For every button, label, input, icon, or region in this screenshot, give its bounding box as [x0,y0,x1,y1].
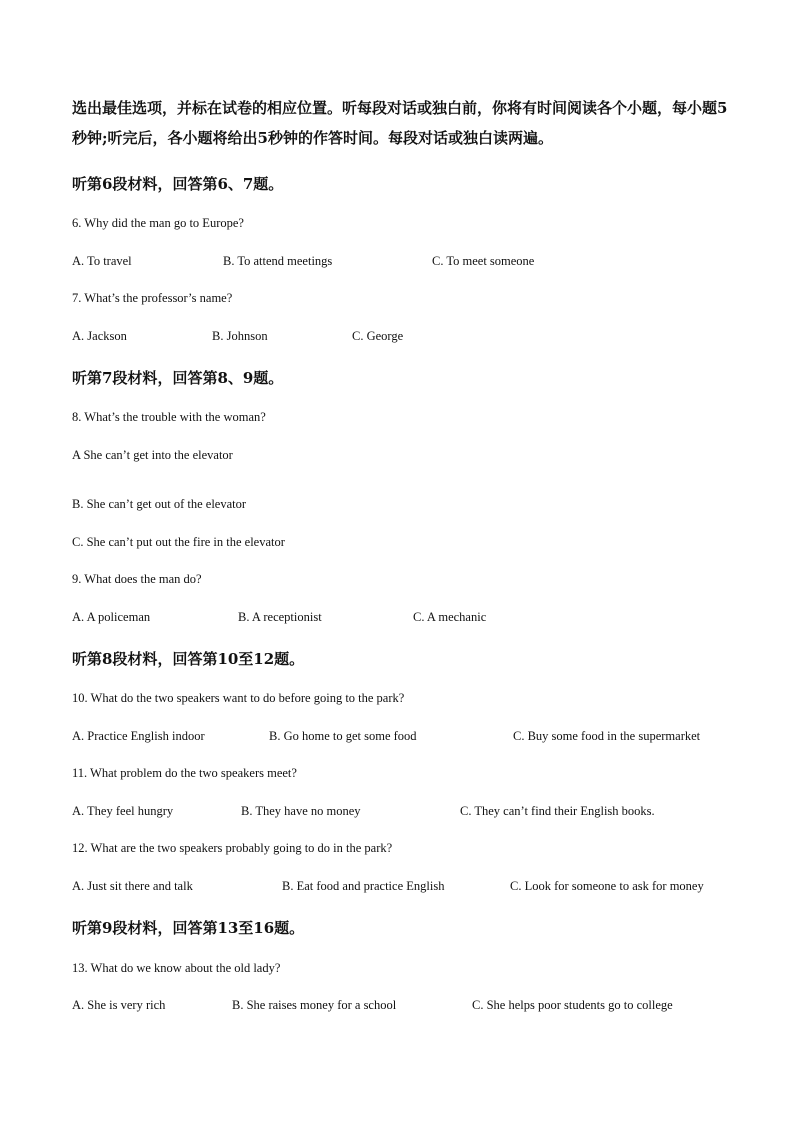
option-c: C. They can’t find their English books. [460,804,655,818]
option-b: B. A receptionist [238,610,322,624]
option-a: A. A policeman [72,610,151,624]
option-b: B. Go home to get some food [269,729,417,743]
option-a: A. Jackson [72,329,127,343]
option-b: B. To attend meetings [223,254,333,268]
option-a: A. She is very rich [72,998,166,1012]
question-text: 8. What’s the trouble with the woman? [72,410,266,424]
question-text: 7. What’s the professor’s name? [72,291,233,305]
option-a: A. To travel [72,254,132,268]
question-text: 11. What problem do the two speakers meet? [72,766,297,780]
option-b: B. Eat food and practice English [282,879,445,893]
option-a: A She can’t get into the elevator [72,448,233,462]
section-heading: 听第7段材料，回答第8、9题。 [72,369,284,387]
section-heading: 听第6段材料，回答第6、7题。 [72,175,284,193]
option-c: C. She helps poor students go to college [472,998,673,1012]
option-a: A. Just sit there and talk [72,879,193,893]
option-c: C. She can’t put out the fire in the elevator [72,535,285,549]
question-text: 13. What do we know about the old lady? [72,961,281,975]
option-a: A. They feel hungry [72,804,174,818]
section-heading: 听第8段材料，回答第10至12题。 [72,650,305,668]
section-heading: 听第9段材料，回答第13至16题。 [72,919,305,937]
question-text: 10. What do the two speakers want to do before going to the park? [72,691,405,705]
question-text: 9. What does the man do? [72,572,202,586]
option-c: C. A mechanic [413,610,487,624]
option-b: B. She can’t get out of the elevator [72,497,247,511]
instructions-paragraph: 选出最佳选项，并标在试卷的相应位置。听每段对话或独白前，你将有时间阅读各个小题，每小题5秒钟;听完后，各小题将给出5秒钟的作答时间。每段对话或独白读两遍。 [72,99,728,147]
option-c: C. Buy some food in the supermarket [513,729,701,743]
option-b: B. Johnson [212,329,268,343]
question-text: 6. Why did the man go to Europe? [72,216,244,230]
option-b: B. She raises money for a school [232,998,397,1012]
option-c: C. George [352,329,404,343]
option-c: C. Look for someone to ask for money [510,879,704,893]
option-c: C. To meet someone [432,254,535,268]
question-text: 12. What are the two speakers probably going to do in the park? [72,841,393,855]
option-a: A. Practice English indoor [72,729,205,743]
option-b: B. They have no money [241,804,361,818]
